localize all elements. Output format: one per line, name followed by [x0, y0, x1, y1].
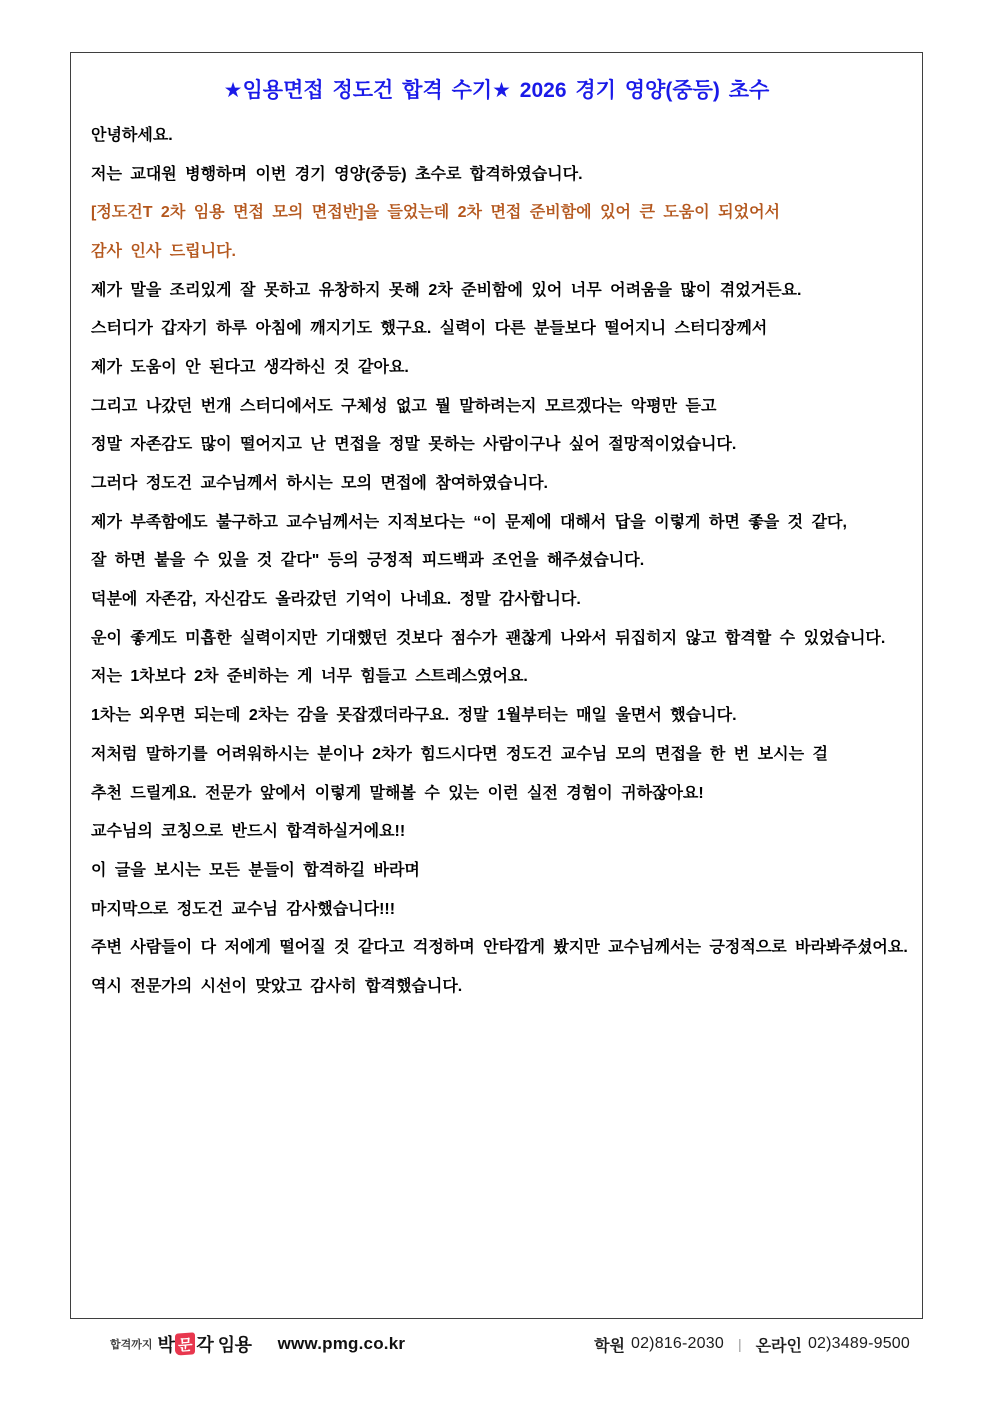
body-line: 제가 도움이 안 된다고 생각하신 것 같아요.: [91, 358, 409, 376]
content-border-box: [70, 52, 923, 1319]
body-line: 운이 좋게도 미흡한 실력이지만 기대했던 것보다 점수가 괜찮게 나와서 뒤집히지 않고 합격할 수 있었습니다.: [91, 629, 886, 647]
body-line: 안녕하세요.: [91, 126, 173, 144]
body-line: 마지막으로 정도건 교수님 감사했습니다!!!: [91, 900, 396, 918]
body-text: [71, 114, 922, 1004]
body-line: 그리고 나갔던 번개 스터디에서도 구체성 없고 뭘 말하려는지 모르겠다는 악평만 듣고: [91, 397, 717, 415]
logo-red-box-icon: 문: [175, 1332, 195, 1355]
academy-label: 학원: [594, 1337, 625, 1355]
body-line: 추천 드릴게요. 전문가 앞에서 이렇게 말해볼 수 있는 이런 실전 경험이 귀하잖아요!: [91, 784, 704, 802]
body-line: 잘 하면 붙을 수 있을 것 같다" 등의 긍정적 피드백과 조언을 해주셨습니다.: [91, 552, 645, 570]
body-line: 저는 1차보다 2차 준비하는 게 너무 힘들고 스트레스였어요.: [91, 668, 528, 686]
body-line: 역시 전문가의 시선이 맞았고 감사히 합격했습니다.: [91, 977, 463, 995]
pmg-logo: [110, 1331, 252, 1357]
online-phone: 02)3489-9500: [807, 1335, 910, 1352]
online-label: 온라인: [755, 1337, 802, 1355]
body-line: 제가 말을 조리있게 잘 못하고 유창하지 못해 2차 준비함에 있어 너무 어려움을 많이 겪었거든요.: [91, 281, 802, 299]
academy-phone: 02)816-2030: [630, 1335, 724, 1352]
website-url: www.pmg.co.kr: [277, 1334, 406, 1353]
body-line: [정도건T 2차 임용 면접 모의 면접반]을 들었는데 2차 면접 준비함에 있어 큰 도움이 되었어서: [91, 204, 780, 222]
body-line: 저는 교대원 병행하며 이번 경기 영양(중등) 초수로 합격하였습니다.: [91, 165, 583, 183]
page-title: ★임용면접 정도건 합격 수기★ 2026 경기 영양(중등) 초수: [223, 79, 770, 102]
body-line: 이 글을 보시는 모든 분들이 합격하길 바라며: [91, 861, 420, 879]
logo-brand-prefix: 박: [157, 1335, 175, 1355]
body-line: 저처럼 말하기를 어려워하시는 분이나 2차가 힘드시다면 정도건 교수님 모의 면접을 한 번 보시는 걸: [91, 745, 828, 763]
footer-left: [70, 1331, 405, 1357]
footer-contacts: [594, 1333, 922, 1356]
body-line: 1차는 외우면 되는데 2차는 감을 못잡겠더라구요. 정말 1월부터는 매일 울면서 했습니다.: [91, 707, 737, 725]
body-line: 정말 자존감도 많이 떨어지고 난 면접을 정말 못하는 사람이구나 싶어 절망적이었습니다.: [91, 436, 737, 454]
footer: [70, 1326, 922, 1362]
body-line: 그러다 정도건 교수님께서 하시는 모의 면접에 참여하였습니다.: [91, 475, 548, 493]
body-line: 주변 사람들이 다 저에게 떨어질 것 같다고 걱정하며 안타깝게 봤지만 교수님께서는 긍정적으로 바라봐주셨어요.: [91, 939, 908, 957]
body-line: 교수님의 코칭으로 반드시 합격하실거에요!!: [91, 823, 406, 841]
body-line: 스터디가 갑자기 하루 아침에 깨지기도 했구요. 실력이 다른 분들보다 떨어지니 스터디장께서: [91, 320, 768, 338]
logo-brand-suffix: 각 임용: [196, 1335, 252, 1355]
logo-brand-text: [158, 1331, 252, 1357]
body-line: 덕분에 자존감, 자신감도 올라갔던 기억이 나네요. 정말 감사합니다.: [91, 591, 581, 609]
logo-tagline: 합격까지: [110, 1339, 153, 1351]
footer-divider: |: [737, 1336, 742, 1352]
body-line: 제가 부족함에도 불구하고 교수님께서는 지적보다는 “이 문제에 대해서 답을 이렇게 하면 좋을 것 같다,: [91, 513, 847, 531]
body-line: 감사 인사 드립니다.: [91, 242, 236, 260]
